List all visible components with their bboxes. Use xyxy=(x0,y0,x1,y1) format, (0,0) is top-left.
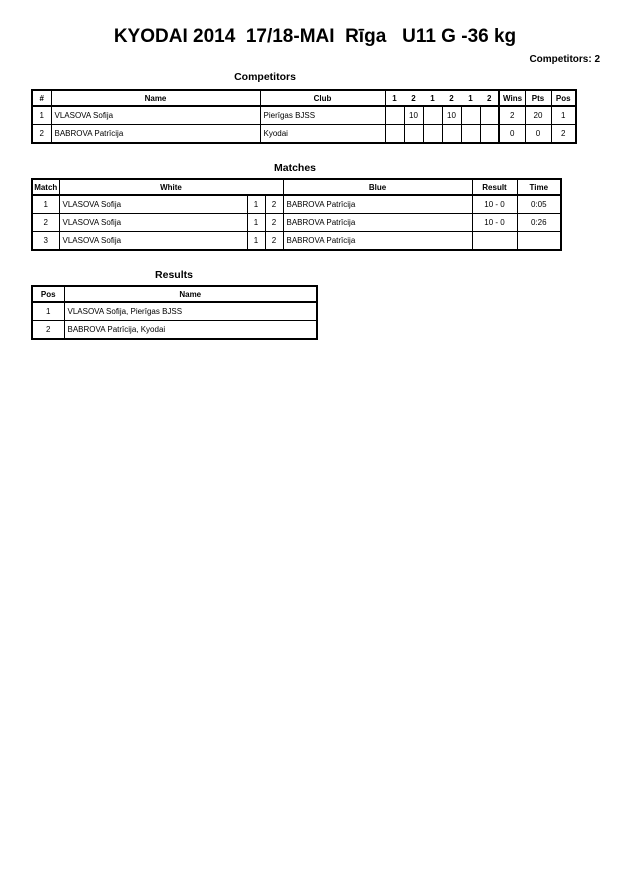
round-score xyxy=(385,125,404,144)
competitors-header-row xyxy=(32,90,576,106)
match-result xyxy=(472,232,517,251)
table-row xyxy=(32,232,561,251)
col-round: 2 xyxy=(442,90,461,106)
col-round: 1 xyxy=(385,90,404,106)
results-section-title: Results xyxy=(155,269,193,281)
match-time xyxy=(517,232,561,251)
col-wins: Wins xyxy=(499,90,525,106)
competitor-club: Kyodai xyxy=(260,125,385,144)
round-score xyxy=(423,106,442,125)
blue-number: 2 xyxy=(265,232,283,251)
round-score xyxy=(480,106,499,125)
table-row xyxy=(32,106,576,125)
competitor-num: 2 xyxy=(32,125,51,144)
white-competitor: VLASOVA Sofija xyxy=(59,195,247,214)
result-pos: 2 xyxy=(32,321,64,340)
blue-number: 2 xyxy=(265,214,283,232)
table-row xyxy=(32,214,561,232)
round-score xyxy=(461,106,480,125)
white-number: 1 xyxy=(247,195,265,214)
competitors-table xyxy=(31,89,577,144)
blue-competitor: BABROVA Patrīcija xyxy=(283,232,472,251)
col-round: 2 xyxy=(404,90,423,106)
col-pos: Pos xyxy=(551,90,576,106)
round-score xyxy=(423,125,442,144)
round-score xyxy=(442,125,461,144)
col-white: White xyxy=(59,179,283,195)
result-name: BABROVA Patrīcija, Kyodai xyxy=(64,321,317,340)
competitor-pos: 1 xyxy=(551,106,576,125)
table-row xyxy=(32,321,317,340)
competitor-wins: 0 xyxy=(499,125,525,144)
col-time: Time xyxy=(517,179,561,195)
col-pos: Pos xyxy=(32,286,64,302)
page-title: KYODAI 2014 17/18-MAI Rīga U11 G -36 kg xyxy=(113,26,517,47)
round-score: 10 xyxy=(442,106,461,125)
col-pts: Pts xyxy=(525,90,551,106)
table-row xyxy=(32,302,317,321)
competitor-name: BABROVA Patrīcija xyxy=(51,125,260,144)
competitor-pts: 0 xyxy=(525,125,551,144)
round-score xyxy=(480,125,499,144)
round-score xyxy=(461,125,480,144)
col-match: Match xyxy=(32,179,59,195)
competitor-pts: 20 xyxy=(525,106,551,125)
white-number: 1 xyxy=(247,214,265,232)
blue-competitor: BABROVA Patrīcija xyxy=(283,214,472,232)
competitor-wins: 2 xyxy=(499,106,525,125)
result-pos: 1 xyxy=(32,302,64,321)
blue-competitor: BABROVA Patrīcija xyxy=(283,195,472,214)
col-num: # xyxy=(32,90,51,106)
results-header-row xyxy=(32,286,317,302)
round-score: 10 xyxy=(404,106,423,125)
white-number: 1 xyxy=(247,232,265,251)
col-name: Name xyxy=(51,90,260,106)
match-time: 0:05 xyxy=(517,195,561,214)
results-table xyxy=(31,285,318,340)
match-number: 2 xyxy=(32,214,59,232)
competitor-num: 1 xyxy=(32,106,51,125)
col-blue: Blue xyxy=(283,179,472,195)
col-club: Club xyxy=(260,90,385,106)
white-competitor: VLASOVA Sofija xyxy=(59,232,247,251)
white-competitor: VLASOVA Sofija xyxy=(59,214,247,232)
blue-number: 2 xyxy=(265,195,283,214)
col-round: 2 xyxy=(480,90,499,106)
match-number: 1 xyxy=(32,195,59,214)
col-name: Name xyxy=(64,286,317,302)
table-row xyxy=(32,195,561,214)
col-result: Result xyxy=(472,179,517,195)
matches-section-title: Matches xyxy=(273,162,316,174)
competitors-count: Competitors: 2 xyxy=(529,54,600,65)
match-number: 3 xyxy=(32,232,59,251)
table-row xyxy=(32,125,576,144)
col-round: 1 xyxy=(423,90,442,106)
matches-header-row xyxy=(32,179,561,195)
col-round: 1 xyxy=(461,90,480,106)
match-result: 10 - 0 xyxy=(472,195,517,214)
competitor-name: VLASOVA Sofija xyxy=(51,106,260,125)
match-time: 0:26 xyxy=(517,214,561,232)
round-score xyxy=(404,125,423,144)
matches-table xyxy=(31,178,562,251)
round-score xyxy=(385,106,404,125)
competitors-section-title: Competitors xyxy=(234,71,296,83)
competitor-club: Pierīgas BJSS xyxy=(260,106,385,125)
competitor-pos: 2 xyxy=(551,125,576,144)
match-result: 10 - 0 xyxy=(472,214,517,232)
result-name: VLASOVA Sofija, Pierīgas BJSS xyxy=(64,302,317,321)
